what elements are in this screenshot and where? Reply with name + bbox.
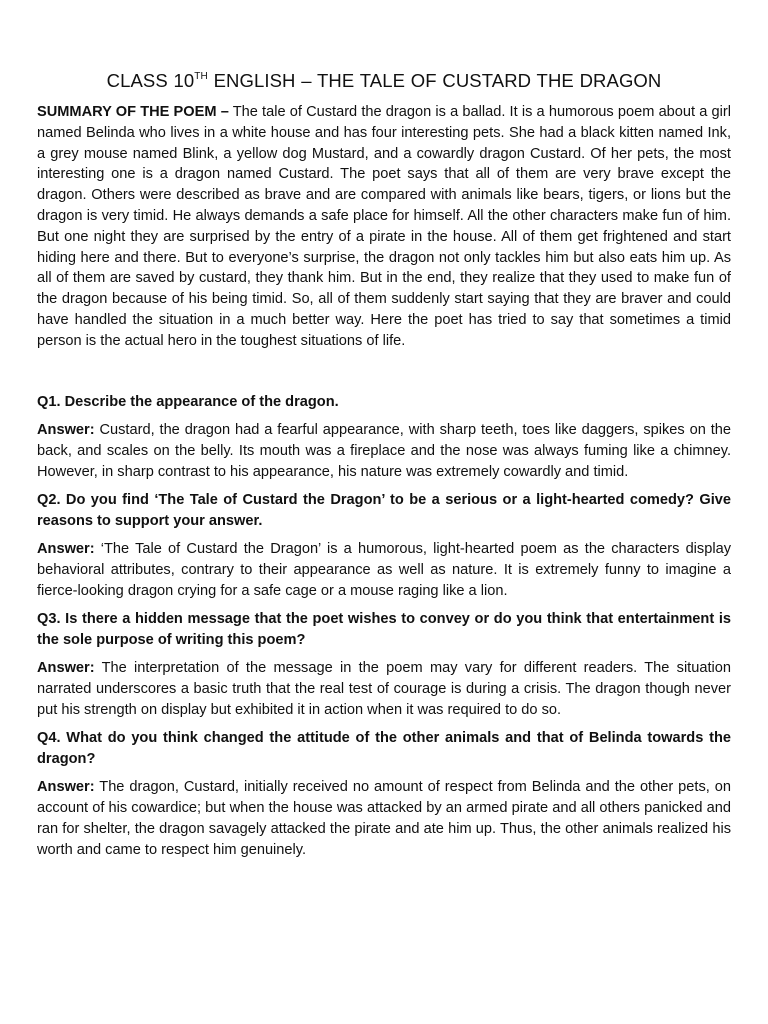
answer-label: Answer: bbox=[37, 422, 95, 439]
answer-text: The interpretation of the message in the poem may vary for different readers. The situation narrated underscores a basic truth that the real test of courage is during a crisis. The dragon though never put his strength on display but exhibited it in action when it was required to do so. bbox=[37, 660, 731, 718]
answer-label: Answer: bbox=[37, 541, 95, 558]
answer-3 bbox=[37, 658, 731, 720]
summary-paragraph bbox=[37, 102, 731, 352]
answer-text: Custard, the dragon had a fearful appearance, with sharp teeth, toes like daggers, spikes on the back, and scales on the belly. Its mouth was a fireplace and the nose was always fuming like a chimney. However, in sharp contrast to his appearance, his nature was extremely cowardly and timid. bbox=[37, 422, 731, 480]
page-title: CLASS 10TH ENGLISH – THE TALE OF CUSTARD THE DRAGON bbox=[106, 70, 662, 91]
summary-text: The tale of Custard the dragon is a ballad. It is a humorous poem about a girl named Belinda who lives in a white house and has four interesting pets. She had a black kitten named Ink, a grey mouse named Blink, a yellow dog Mustard, and a cowardly dragon Custard. Of her pets, the most interesting one is a dragon named Custard. The poet says that all of them are very brave except the dragon. Others were described as brave and are compared with animals like bears, tigers, or lions but the dragon is very timid. He always demands a safe place for himself. All the other characters make fun of him. But one night they are surprised by the entry of a pirate in the house. All of them get frightened and start hiding here and there. But to everyone’s surprise, the dragon not only tackles him but also eats him up. As all of them are saved by custard, they thank him. But in the end, they realize that they used to make fun of the dragon because of his being timid. So, all of them suddenly start saying that they are braver and could have handled the situation in a much better way. Here the poet has tried to say that sometimes a timid person is the actual hero in the toughest situations of life. bbox=[37, 104, 731, 349]
answer-label: Answer: bbox=[37, 660, 95, 677]
title-superscript: TH bbox=[194, 71, 208, 82]
answer-label: Answer: bbox=[37, 779, 95, 796]
answer-4 bbox=[37, 777, 731, 860]
answer-2 bbox=[37, 539, 731, 601]
answer-text: ‘The Tale of Custard the Dragon’ is a humorous, light-hearted poem as the characters display behavioral attributes, contrary to their appearance as well as nature. It is extremely funny to imagine a fierce-looking dragon crying for a safe cage or a mouse raging like a lion. bbox=[37, 541, 731, 599]
question-3: Q3. Is there a hidden message that the poet wishes to convey or do you think that entertainment is the sole purpose of writing this poem? bbox=[37, 610, 731, 648]
question-4: Q4. What do you think changed the attitude of the other animals and that of Belinda towards the dragon? bbox=[37, 729, 731, 767]
summary-label: SUMMARY OF THE POEM – bbox=[37, 104, 229, 120]
question-2: Q2. Do you find ‘The Tale of Custard the Dragon’ to be a serious or a light-hearted comedy? Give reasons to support your answer. bbox=[37, 491, 731, 529]
answer-1 bbox=[37, 420, 731, 482]
answer-text: The dragon, Custard, initially received no amount of respect from Belinda and the other pets, on account of his cowardice; but when the house was attacked by an armed pirate and all others panicked and ran for shelter, the dragon savagely attacked the pirate and ate him up. Thus, the other animals realized his worth and came to respect him genuinely. bbox=[37, 779, 731, 858]
question-1: Q1. Describe the appearance of the dragon. bbox=[37, 393, 339, 410]
